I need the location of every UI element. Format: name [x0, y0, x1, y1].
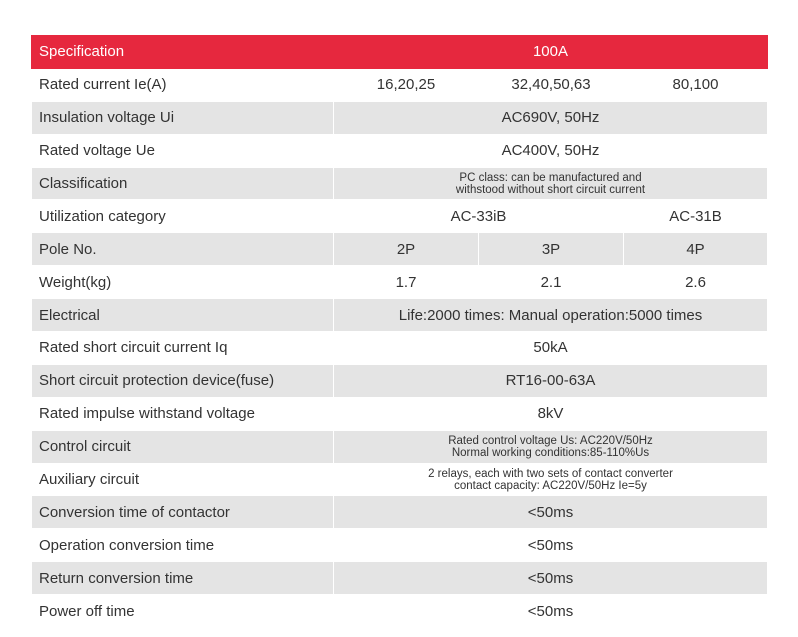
row-label: Insulation voltage Ui — [32, 101, 334, 134]
row-label: Power off time — [32, 595, 334, 628]
table-row — [32, 101, 768, 134]
row-label: Operation conversion time — [32, 529, 334, 562]
table-row — [32, 595, 768, 628]
table-row — [32, 529, 768, 562]
table-row — [32, 233, 768, 266]
row-label: Rated voltage Ue — [32, 134, 334, 167]
row-value: AC690V, 50Hz — [334, 101, 768, 134]
row-value: 2.1 — [479, 266, 624, 299]
row-label: Electrical — [32, 299, 334, 332]
row-value-line: Normal working conditions:85-110%Us — [451, 446, 650, 459]
row-value: <50ms — [334, 529, 768, 562]
row-label: Rated current Ie(A) — [32, 68, 334, 101]
table-row — [32, 430, 768, 463]
row-value: 80,100 — [624, 68, 768, 101]
table-row — [32, 299, 768, 332]
row-value: AC-33iB — [334, 200, 624, 233]
row-value: 16,20,25 — [334, 68, 479, 101]
row-label: Pole No. — [32, 233, 334, 266]
table-row — [32, 463, 768, 496]
table-row — [32, 364, 768, 397]
row-value — [334, 167, 768, 200]
row-value-line: contact capacity: AC220V/50Hz Ie=5y — [454, 479, 647, 492]
row-value: 50kA — [334, 332, 768, 365]
row-value: 3P — [479, 233, 624, 266]
row-label: Rated impulse withstand voltage — [32, 397, 334, 430]
row-value-line: Rated control voltage Us: AC220V/50Hz — [448, 434, 653, 447]
row-value: <50ms — [334, 562, 768, 595]
table-row — [32, 562, 768, 595]
row-value — [334, 463, 768, 496]
row-label: Rated short circuit current Iq — [32, 332, 334, 365]
row-label: Classification — [32, 167, 334, 200]
table-row — [32, 68, 768, 101]
table-row — [32, 496, 768, 529]
row-value-line: 2 relays, each with two sets of contact converter — [428, 467, 673, 480]
row-label: Conversion time of contactor — [32, 496, 334, 529]
row-value: 32,40,50,63 — [479, 68, 624, 101]
row-value: 4P — [624, 233, 768, 266]
row-label: Return conversion time — [32, 562, 334, 595]
table-header-row — [32, 36, 768, 69]
row-label: Short circuit protection device(fuse) — [32, 364, 334, 397]
row-label: Auxiliary circuit — [32, 463, 334, 496]
row-value-line: PC class: can be manufactured and — [459, 171, 642, 184]
row-value: 2.6 — [624, 266, 768, 299]
row-value: AC400V, 50Hz — [334, 134, 768, 167]
row-value: RT16-00-63A — [334, 364, 768, 397]
specification-table — [31, 35, 768, 628]
table-row — [32, 266, 768, 299]
header-value: 100A — [334, 36, 768, 69]
table-row — [32, 200, 768, 233]
table-row — [32, 167, 768, 200]
row-value: 2P — [334, 233, 479, 266]
table-row — [32, 332, 768, 365]
table-row — [32, 134, 768, 167]
row-value: AC-31B — [624, 200, 768, 233]
row-label: Weight(kg) — [32, 266, 334, 299]
row-label: Utilization category — [32, 200, 334, 233]
row-value: <50ms — [334, 496, 768, 529]
row-value: 8kV — [334, 397, 768, 430]
table-row — [32, 397, 768, 430]
row-value: <50ms — [334, 595, 768, 628]
row-value: 1.7 — [334, 266, 479, 299]
row-value-line: withstood without short circuit current — [455, 183, 646, 196]
header-label: Specification — [32, 36, 334, 69]
row-value — [334, 430, 768, 463]
row-value: Life:2000 times: Manual operation:5000 times — [334, 299, 768, 332]
row-label: Control circuit — [32, 430, 334, 463]
